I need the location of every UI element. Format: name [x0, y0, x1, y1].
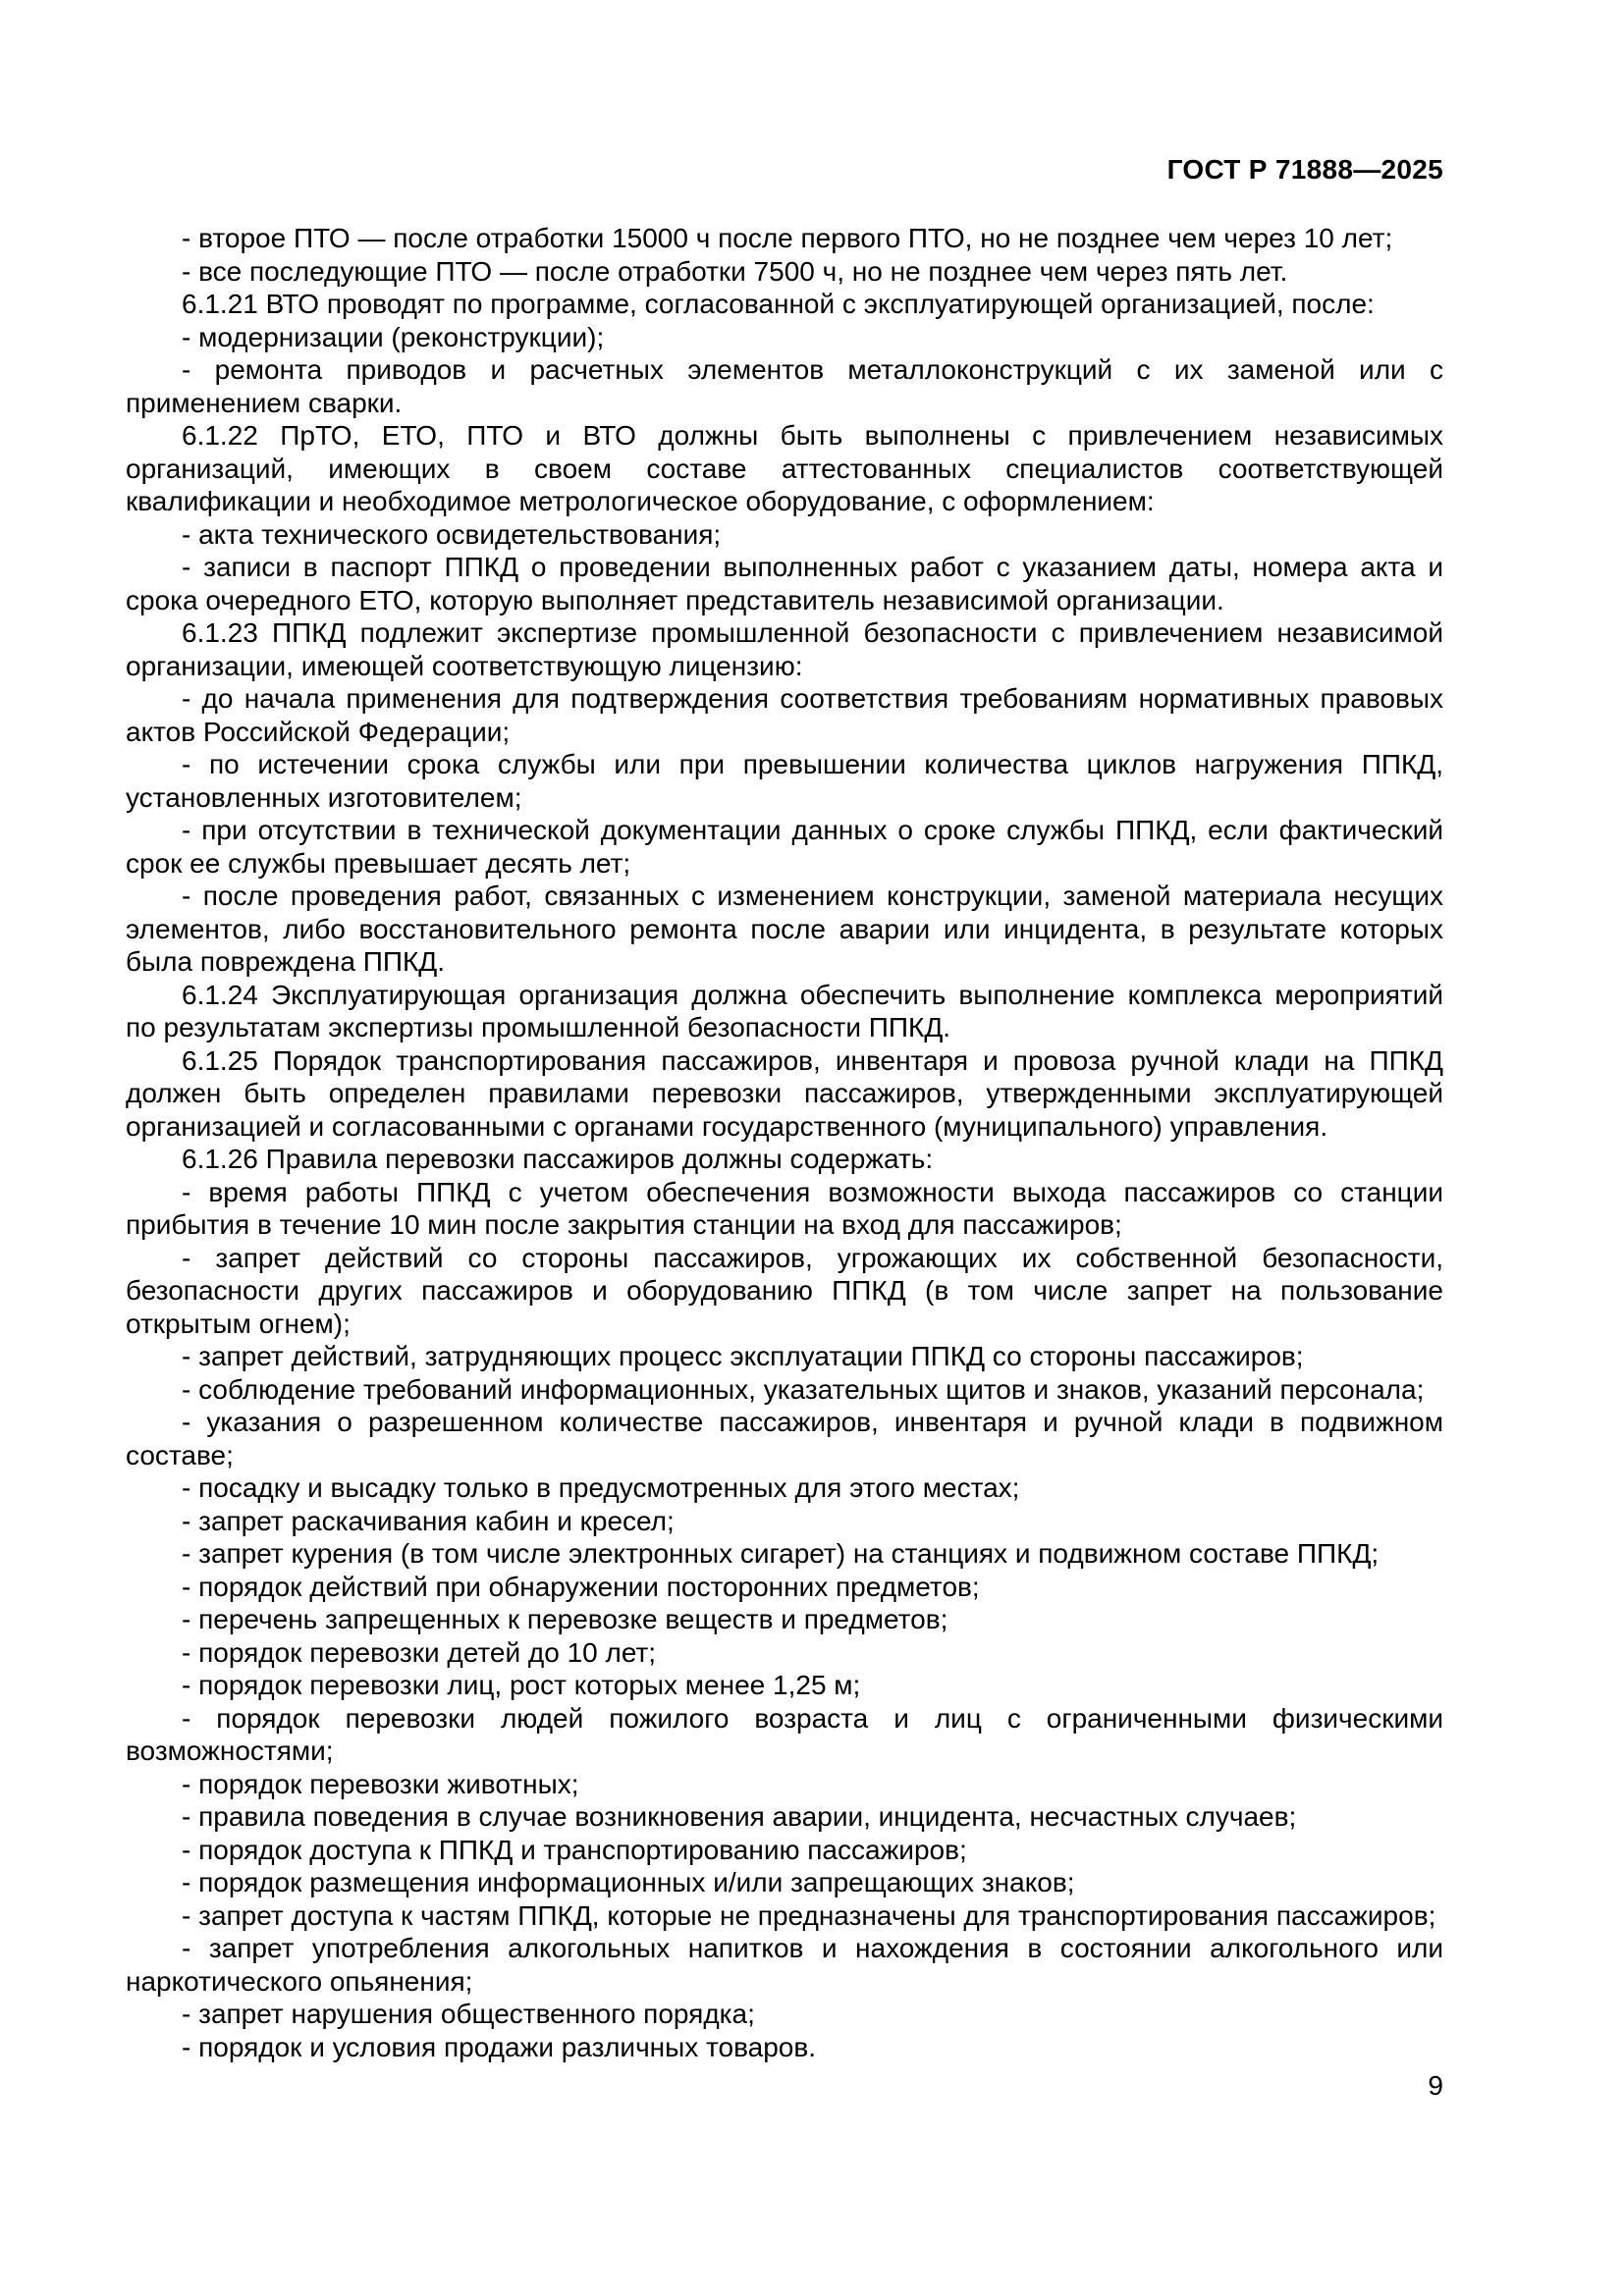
list-item: - порядок действий при обнаружении посторонних предметов;	[182, 1571, 980, 1602]
list-item: - запрет действий со стороны пассажиров, угрожающих их собственной безопасности, безопасности других пассажиров и оборудованию ППКД (в том числе запрет на пользование открытым огнем);	[126, 1242, 1443, 1339]
paragraph: 6.1.23 ППКД подлежит экспертизе промышленной безопасности с привлечением независимой организации, имеющей соответствующую лицензию:	[126, 617, 1443, 681]
list-item: - запрет доступа к частям ППКД, которые не предназначены для транспортирования пассажиров;	[182, 1899, 1436, 1931]
list-item: - порядок перевозки лиц, рост которых менее 1,25 м;	[182, 1670, 861, 1700]
list-item: - время работы ППКД с учетом обеспечения возможности выхода пассажиров со станции прибытия в течение 10 мин после закрытия станции на вход для пассажиров;	[126, 1176, 1443, 1240]
list-item: - ремонта приводов и расчетных элементов металлоконструкций с их заменой или с применением сварки.	[126, 354, 1443, 418]
list-item: - при отсутствии в технической документации данных о сроке службы ППКД, если фактический срок ее службы превышает десять лет;	[126, 815, 1443, 879]
list-item: - акта технического освидетельствования;	[182, 518, 722, 550]
list-item: - по истечении срока службы или при превышении количества циклов нагружения ППКД, установленных изготовителем;	[126, 749, 1443, 813]
list-item: - порядок перевозки животных;	[182, 1768, 579, 1799]
list-item: - записи в паспорт ППКД о проведении выполненных работ с указанием даты, номера акта и срока очередного ЕТО, которую выполняет представитель независимой организации.	[126, 552, 1443, 615]
paragraph: 6.1.21 ВТО проводят по программе, согласованной с эксплуатирующей организацией, после:	[182, 289, 1375, 319]
list-item: - второе ПТО — после отработки 15000 ч после первого ПТО, но не позднее чем через 10 лет;	[182, 223, 1393, 253]
list-item: - порядок перевозки детей до 10 лет;	[182, 1636, 657, 1668]
list-item: - порядок доступа к ППКД и транспортированию пассажиров;	[182, 1834, 967, 1865]
running-header: ГОСТ Р 71888—2025	[1166, 154, 1443, 185]
list-item: - перечень запрещенных к перевозке веществ и предметов;	[182, 1604, 948, 1634]
list-item: - запрет курения (в том числе электронных сигарет) на станциях и подвижном составе ППКД;	[182, 1538, 1380, 1569]
list-item: - указания о разрешенном количестве пассажиров, инвентаря и ручной клади в подвижном составе;	[126, 1407, 1443, 1470]
paragraph: 6.1.26 Правила перевозки пассажиров должны содержать:	[182, 1144, 934, 1174]
list-item: - запрет употребления алкогольных напитков и нахождения в состоянии алкогольного или наркотического опьянения;	[126, 1933, 1443, 1997]
list-item: - правила поведения в случае возникновения аварии, инцидента, несчастных случаев;	[182, 1801, 1297, 1832]
page-number: 9	[1428, 2070, 1443, 2101]
paragraph: 6.1.22 ПрТО, ЕТО, ПТО и ВТО должны быть выполнены с привлечением независимых организаций, имеющих в своем составе аттестованных специалистов соответствующей квалификации и необходимое метрологическое оборудование, с оформлением:	[126, 420, 1443, 516]
list-item: - порядок перевозки людей пожилого возраста и лиц с ограниченными физическими возможностями;	[126, 1702, 1443, 1766]
list-item: - до начала применения для подтверждения соответствия требованиям нормативных правовых актов Российской Федерации;	[126, 683, 1443, 747]
list-item: - порядок размещения информационных и/или запрещающих знаков;	[182, 1867, 1075, 1897]
list-item: - соблюдение требований информационных, указательных щитов и знаков, указаний персонала;	[182, 1373, 1425, 1405]
list-item: - запрет раскачивания кабин и кресел;	[182, 1505, 675, 1536]
list-item: - запрет нарушения общественного порядка;	[182, 1999, 755, 2029]
list-item: - запрет действий, затрудняющих процесс эксплуатации ППКД со стороны пассажиров;	[182, 1341, 1304, 1371]
list-item: - модернизации (реконструкции);	[182, 321, 605, 352]
list-item: - порядок и условия продажи различных товаров.	[182, 2031, 817, 2062]
paragraph: 6.1.25 Порядок транспортирования пассажиров, инвентаря и провоза ручной клади на ППКД должен быть определен правилами перевозки пассажиров, утвержденными эксплуатирующей организацией и согласованными с органами государственного (муниципального) управления.	[126, 1044, 1443, 1142]
document-body	[126, 222, 1443, 2063]
list-item: - все последующие ПТО — после отработки 7500 ч, но не позднее чем через пять лет.	[182, 255, 1288, 287]
paragraph: 6.1.24 Эксплуатирующая организация должна обеспечить выполнение комплекса мероприятий по результатам экспертизы промышленной безопасности ППКД.	[126, 979, 1443, 1042]
list-item: - после проведения работ, связанных с изменением конструкции, заменой материала несущих элементов, либо восстановительного ремонта после аварии или инцидента, в результате которых была повреждена ППКД.	[126, 881, 1443, 977]
list-item: - посадку и высадку только в предусмотренных для этого местах;	[182, 1472, 1020, 1503]
